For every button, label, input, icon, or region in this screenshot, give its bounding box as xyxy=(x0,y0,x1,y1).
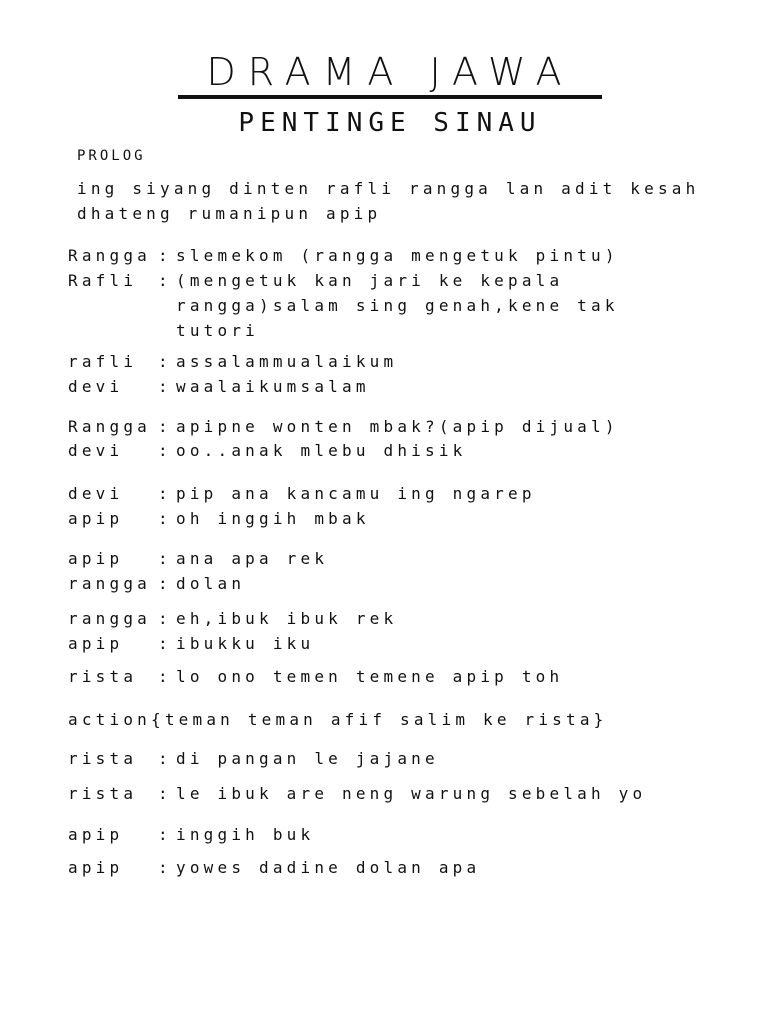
speaker-name: apip xyxy=(68,858,124,877)
speaker-colon: : xyxy=(158,509,172,528)
speaker-colon: : xyxy=(158,417,172,436)
speaker-colon: : xyxy=(158,858,172,877)
dialogue-line xyxy=(68,606,397,631)
speech-text: slemekom (rangga mengetuk pintu) xyxy=(176,246,619,265)
speaker-name: rangga xyxy=(68,609,151,628)
speaker-colon: : xyxy=(158,634,172,653)
dialogue-line xyxy=(68,746,439,771)
speaker-colon: : xyxy=(158,549,172,568)
speaker-name: rafli xyxy=(68,352,138,371)
speaker-name: rista xyxy=(68,749,138,768)
speaker-colon: : xyxy=(158,352,172,371)
dialogue-line xyxy=(68,546,328,571)
dialogue-line xyxy=(68,664,563,689)
prolog-text xyxy=(77,176,757,226)
speaker-colon: : xyxy=(158,574,172,593)
dialogue-line xyxy=(68,438,467,463)
speaker-name: rista xyxy=(68,667,138,686)
speech-continuation: rangga)salam sing genah,kene tak xyxy=(176,296,619,315)
speech-text: apipne wonten mbak?(apip dijual) xyxy=(176,417,619,436)
speech-text: oo..anak mlebu dhisik xyxy=(176,441,467,460)
dialogue-line xyxy=(68,349,397,374)
speech-continuation: tutori xyxy=(176,321,259,340)
speaker-name: rista xyxy=(68,784,138,803)
speaker-colon: : xyxy=(158,825,172,844)
speech-text: ibukku iku xyxy=(176,634,315,653)
speaker-colon: : xyxy=(158,749,172,768)
document-title: DRAMA JAWA xyxy=(206,50,574,94)
speech-text: eh,ibuk ibuk rek xyxy=(176,609,398,628)
speaker-colon: : xyxy=(158,441,172,460)
speech-text: le ibuk are neng warung sebelah yo xyxy=(176,784,647,803)
title-underline xyxy=(178,95,602,99)
dialogue-line xyxy=(68,571,245,596)
speaker-name: Rafli xyxy=(68,271,138,290)
speaker-colon: : xyxy=(158,784,172,803)
speaker-name: Rangga xyxy=(68,246,151,265)
speech-text: dolan xyxy=(176,574,246,593)
dialogue-line xyxy=(68,374,370,399)
speaker-name: apip xyxy=(68,549,124,568)
speech-text: waalaikumsalam xyxy=(176,377,370,396)
dialogue-line xyxy=(68,855,480,880)
speaker-name: apip xyxy=(68,825,124,844)
speaker-name: apip xyxy=(68,634,124,653)
speaker-colon: : xyxy=(158,271,172,290)
stage-action: action{teman teman afif salim ke rista} xyxy=(68,710,608,729)
dialogue-line xyxy=(68,781,646,806)
speaker-colon: : xyxy=(158,484,172,503)
speech-text: oh inggih mbak xyxy=(176,509,370,528)
dialogue-line xyxy=(68,506,370,531)
speaker-colon: : xyxy=(158,609,172,628)
dialogue-line xyxy=(68,822,314,847)
speech-text: assalammualaikum xyxy=(176,352,398,371)
speech-text: lo ono temen temene apip toh xyxy=(176,667,564,686)
speaker-name: devi xyxy=(68,377,124,396)
speaker-colon: : xyxy=(158,377,172,396)
speaker-colon: : xyxy=(158,667,172,686)
dialogue-line xyxy=(68,243,619,268)
dialogue-line xyxy=(68,481,536,506)
dialogue-line xyxy=(68,414,619,439)
speech-text: di pangan le jajane xyxy=(176,749,439,768)
dialogue-line xyxy=(68,268,563,293)
speaker-name: devi xyxy=(68,441,124,460)
speaker-name: apip xyxy=(68,509,124,528)
speech-text: ana apa rek xyxy=(176,549,329,568)
speaker-name: rangga xyxy=(68,574,151,593)
prolog-label: PROLOG xyxy=(77,148,146,164)
speech-text: (mengetuk kan jari ke kepala xyxy=(176,271,564,290)
prolog-line: dhateng rumanipun apip xyxy=(77,204,382,223)
document-subtitle: PENTINGE SINAU xyxy=(238,108,542,138)
speaker-name: Rangga xyxy=(68,417,151,436)
prolog-line: ing siyang dinten rafli rangga lan adit kesah xyxy=(77,179,700,198)
speech-text: inggih buk xyxy=(176,825,315,844)
speech-text: pip ana kancamu ing ngarep xyxy=(176,484,536,503)
speech-text: yowes dadine dolan apa xyxy=(176,858,481,877)
speaker-colon: : xyxy=(158,246,172,265)
dialogue-line xyxy=(68,631,314,656)
speaker-name: devi xyxy=(68,484,124,503)
